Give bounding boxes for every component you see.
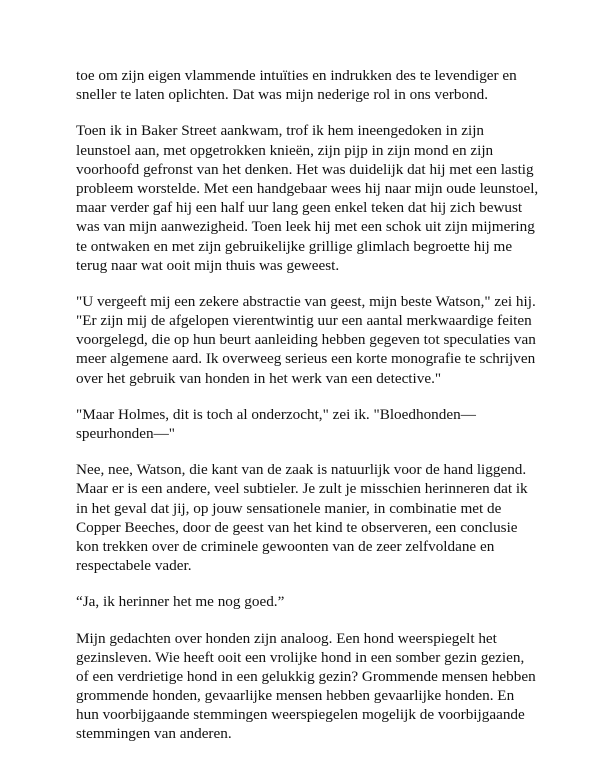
text-line: Maar er is een andere, veel subtieler. Je zult je misschien herinneren dat ik [76,480,528,498]
paragraph [76,292,536,388]
text-line: of een verdrietige hond in een gelukkig gezin? Grommende mensen hebben [76,667,536,685]
text-line: speurhonden—" [76,425,175,442]
paragraph [76,121,539,275]
text-line: Toen ik in Baker Street aankwam, trof ik hem ineengedoken in zijn [76,122,485,140]
text-line: maar verder gaf hij een half uur lang geen enkel teken dat hij zich bewust [76,199,523,217]
text-line: voorhoofd gefronst van het denken. Het was duidelijk dat hij met een lastig [76,160,534,178]
text-line: leunstoel aan, met opgetrokken knieën, zijn pijp in zijn mond en zijn [76,141,494,159]
text-line: Nee, nee, Watson, die kant van de zaak is natuurlijk voor de hand liggend. [76,461,527,479]
paragraph [76,405,532,443]
text-line: was van mijn aanwezigheid. Toen leek hij met een schok uit zijn mijmering [76,218,535,236]
paragraph [76,460,532,575]
text-line: te ontwaken en met zijn gebruikelijke grillige glimlach begroette hij me [76,237,513,255]
paragraph [76,592,532,611]
text-line: toe om zijn eigen vlammende intuïties en indrukken des te levendiger en [76,67,517,84]
text-line: kon trekken over de criminele gewoonten van de zeer zelfvoldane en [76,537,495,555]
document-body [76,66,539,761]
text-line: "U vergeeft mij een zekere abstractie van geest, mijn beste Watson," zei hij. [76,292,536,310]
text-line: probleem worstelde. Met een handgebaar wees hij naar mijn oude leunstoel, [76,179,539,197]
text-line: respectabele vader. [76,557,192,575]
text-line: over het gebruik van honden in het werk van een detective." [76,369,442,387]
text-line: voorgelegd, die op hun beurt aanleiding hebben gegeven tot speculaties van [76,331,536,349]
text-line: stemmingen van anderen. [76,725,232,743]
text-line: terug naar wat ooit mijn thuis was geweest. [76,256,340,274]
text-line: hun voorbijgaande stemmingen weerspiegelen mogelijk de voorbijgaande [76,706,525,724]
text-line: "Maar Holmes, dit is toch al onderzocht," zei ik. "Bloedhonden— [76,405,476,423]
text-line: gezinsleven. Wie heeft ooit een vrolijke hond in een somber gezin gezien, [76,648,525,666]
text-line: “Ja, ik herinner het me nog goed.” [76,593,285,611]
text-line: Mijn gedachten over honden zijn analoog. Een hond weerspiegelt het [76,629,497,647]
text-line: meer algemene aard. Ik overweeg serieus een korte monografie te schrijven [76,350,536,368]
paragraph [76,66,532,104]
text-line: grommende honden, gevaarlijke mensen hebben gevaarlijke honden. En [76,687,515,705]
paragraph [76,629,536,744]
text-line: "Er zijn mij de afgelopen vierentwintig uur een aantal merkwaardige feiten [76,312,532,330]
text-line: Copper Beeches, door de geest van het kind te observeren, een conclusie [76,518,518,536]
text-line: in het geval dat jij, op jouw sensationele manier, in combinatie met de [76,499,502,517]
text-line: sneller te laten oplichten. Dat was mijn nederige rol in ons verbond. [76,86,489,104]
